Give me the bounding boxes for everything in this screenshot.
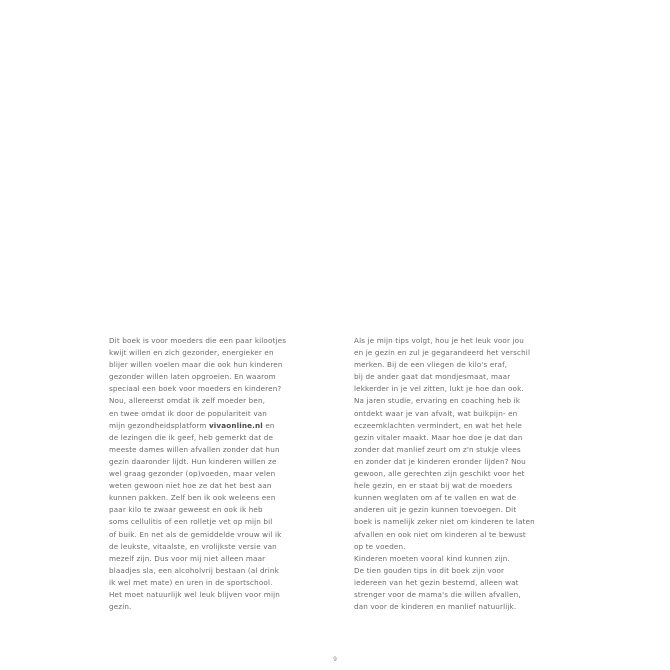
left-column-line: Het moet natuurlijk wel leuk blijven voor mijn	[109, 589, 280, 599]
left-column-line: meeste dames willen afvallen zonder dat hun	[109, 444, 280, 454]
left-column-line: mijn gezondheidsplatform vivaonline.nl en	[109, 420, 275, 430]
right-column-line: lekkerder in je vel zitten, lukt je hoe dan ook.	[354, 384, 524, 394]
left-column-line: de leukste, vitaalste, en vrolijkste versie van	[109, 541, 277, 551]
right-column-line: hele gezin, en er staat bij wat de moeders	[354, 481, 513, 491]
left-column-line: de lezingen die ik geef, heb gemerkt dat de	[109, 432, 274, 442]
left-column-line: gezin daaronder lijdt. Hun kinderen willen ze	[109, 456, 277, 466]
left-column-line: gezonder willen laten opgroeien. En waarom	[109, 372, 276, 382]
right-column-line: iedereen van het gezin bestemd, alleen wat	[354, 577, 519, 587]
left-column-line: blijer willen voelen maar die ook hun kinderen	[109, 360, 283, 370]
left-column-line: paar kilo te zwaar geweest en ook ik heb	[109, 505, 263, 515]
right-column-line: Als je mijn tips volgt, hou je het leuk voor jou	[354, 336, 524, 345]
right-column-line: De tien gouden tips in dit boek zijn voor	[354, 565, 505, 575]
left-column-line: ik wel met mate) en uren in de sportschool.	[109, 577, 273, 587]
left-column-line: en twee omdat ik door de populariteit van	[109, 408, 267, 418]
right-column-line: eczeemklachten vermindert, en wat het hele	[354, 420, 522, 430]
right-column-line: afvallen en ook niet om kinderen al te bewust	[354, 529, 526, 539]
left-column-line: kunnen pakken. Zelf ben ik ook weleens een	[109, 493, 276, 503]
right-column-line: en zonder dat je kinderen eronder lijden? Nou	[354, 456, 526, 466]
left-column-line: speciaal een boek voor moeders en kinderen?	[109, 384, 282, 394]
right-column-line: boek is namelijk zeker niet om kinderen te laten	[354, 517, 535, 527]
right-column-line: gezin vitaler maakt. Maar hoe doe je dat dan	[354, 432, 523, 442]
left-column-line: soms cellulitis of een rolletje vet op mijn bil	[109, 517, 273, 527]
right-column-line: strenger voor de mama's die willen afvallen,	[354, 589, 521, 599]
page-number: 9	[333, 656, 337, 663]
left-column-line: of buik. En net als de gemiddelde vrouw wil ik	[109, 529, 282, 539]
text-column-right	[354, 335, 574, 613]
left-column-line: mezelf zijn. Dus voor mij niet alleen maar	[109, 553, 266, 563]
right-column-line: Kinderen moeten vooral kind kunnen zijn.	[354, 553, 510, 563]
left-column-line: kwijt willen en zich gezonder, energieker en	[109, 348, 274, 358]
left-column-line: gezin.	[109, 602, 132, 612]
text-column-left	[109, 335, 327, 613]
right-column-line: gewoon, alle gerechten zijn geschikt voor het	[354, 469, 525, 479]
right-column-line: kunnen weglaten om af te vallen en wat de	[354, 493, 517, 503]
right-column-line: zonder dat manlief zeurt om z'n stukje vlees	[354, 444, 521, 454]
right-column-line: anderen uit je gezin kunnen toevoegen. Dit	[354, 505, 517, 515]
right-column-line: merken. Bij de een vliegen de kilo's eraf,	[354, 360, 508, 370]
left-column-line: weten gewoon niet hoe ze dat het best aan	[109, 481, 272, 491]
left-column-line: wel graag gezonder (op)voeden, maar velen	[109, 469, 276, 479]
right-column-line: Na jaren studie, ervaring en coaching heb ik	[354, 396, 521, 406]
left-column-line: Dit boek is voor moeders die een paar kilootjes	[109, 336, 287, 345]
left-column-line: Nou, allereerst omdat ik zelf moeder ben,	[109, 396, 266, 406]
right-column-line: ontdekt waar je van afvalt, wat buikpijn- en	[354, 408, 518, 418]
right-column-line: dan voor de kinderen en manlief natuurlijk.	[354, 602, 517, 612]
right-column-line: op te voeden.	[354, 541, 406, 551]
right-column-line: bij de ander gaat dat mondjesmaat, maar	[354, 372, 511, 382]
website-name: vivaonline.nl	[208, 420, 263, 430]
left-column-line: blaadjes sla, een alcoholvrij bestaan (al drink	[109, 565, 279, 575]
right-column-line: en je gezin en zul je gegarandeerd het verschil	[354, 348, 531, 358]
